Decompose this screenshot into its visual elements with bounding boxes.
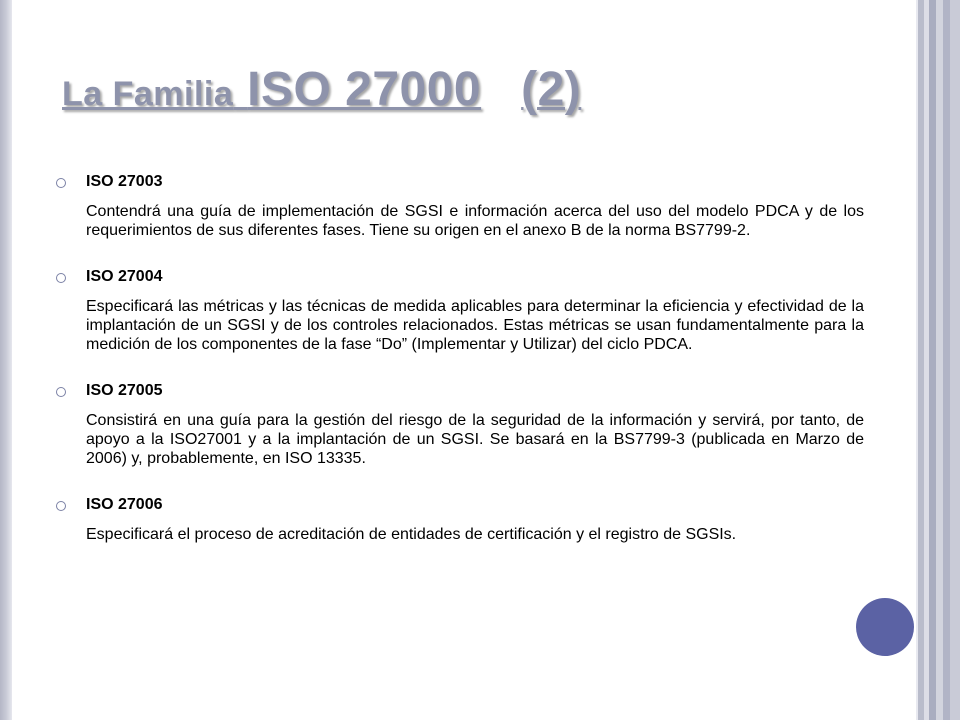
bullet-icon [56,273,66,283]
title-part-1: La Familia [62,75,234,113]
list-item [56,172,864,240]
title-part-3: (2) [521,63,582,116]
item-body: Especificará el proceso de acreditación de entidades de certificación y el registro de SGSIs. [86,526,737,543]
bullet-list [56,172,864,544]
item-body: Contendrá una guía de implementación de SGSI e información acerca del uso del modelo PDCA y de los requerimientos de sus diferentes fases. Tiene su origen en el anexo B de la norma BS7799-2. [86,203,864,239]
item-title: ISO 27006 [86,496,163,513]
item-title: ISO 27003 [86,173,163,190]
item-title: ISO 27004 [86,268,163,285]
item-title: ISO 27005 [86,382,163,399]
bullet-icon [56,387,66,397]
title-part-2: ISO 27000 [247,63,482,116]
circle-decoration [856,598,914,656]
item-body: Consistirá en una guía para la gestión del riesgo de la seguridad de la información y servirá, por tanto, de apoyo a la ISO27001 y a la implantación de un SGSI. Se basará en la BS7799-3 (publicada en Marzo de 2006) y, probablemente, en ISO 13335. [86,412,864,467]
list-item [56,267,864,354]
list-item [56,495,864,544]
item-body: Especificará las métricas y las técnicas de medida aplicables para determinar la eficiencia y efectividad de la implantación de un SGSI y de los controles relacionados. Estas métricas se usan fundamentalmente para la medición de los componentes de la fase “Do” (Implementar y Utilizar) del ciclo PDCA. [86,298,864,353]
right-stripes-decoration [916,0,960,720]
list-item [56,381,864,468]
left-border-decoration [0,0,12,720]
slide-title [62,62,581,117]
bullet-icon [56,178,66,188]
bullet-icon [56,501,66,511]
